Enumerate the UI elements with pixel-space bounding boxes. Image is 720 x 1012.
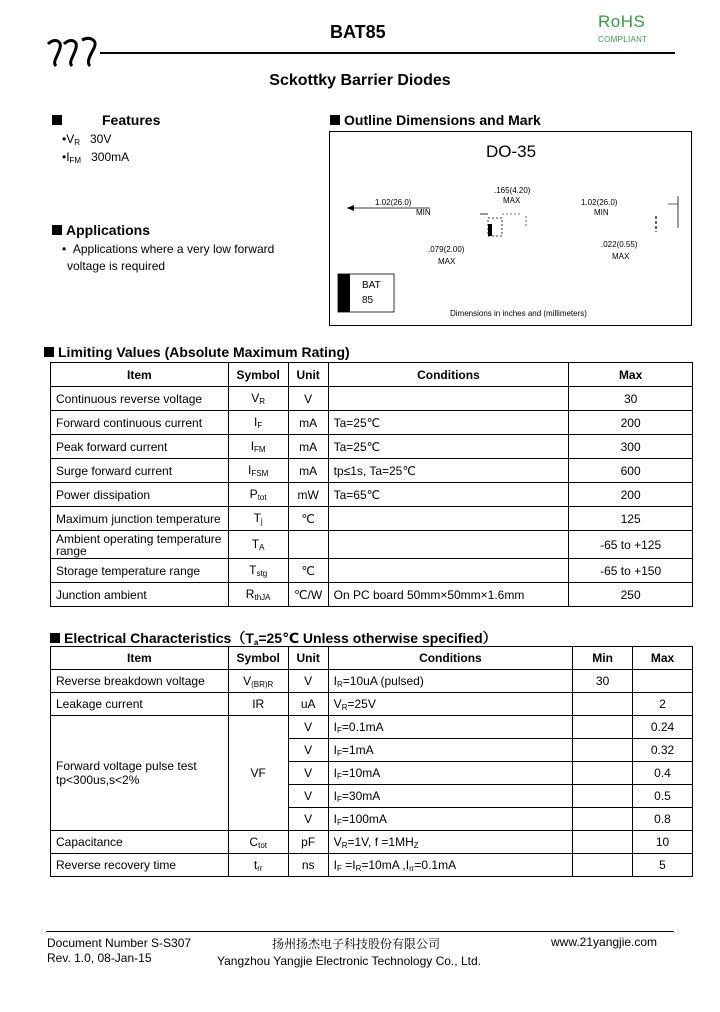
row-unit: V <box>288 739 328 762</box>
dim-body-length-max: MAX <box>503 196 521 205</box>
package-name: DO-35 <box>486 142 537 161</box>
package-outline-drawing <box>330 132 691 325</box>
row-unit: V <box>288 387 328 411</box>
dim-left-lead-min: MIN <box>416 208 431 217</box>
row-conditions <box>328 387 569 411</box>
row-item: Continuous reverse voltage <box>51 387 229 411</box>
part-number: BAT85 <box>330 22 386 42</box>
row-max: 250 <box>569 583 693 607</box>
row-min <box>573 808 633 831</box>
dim-body-diameter-max: MAX <box>438 257 456 266</box>
row-max: 30 <box>569 387 693 411</box>
table-row <box>51 716 693 739</box>
row-min <box>573 693 633 716</box>
row-unit: ℃/W <box>288 583 328 607</box>
dim-left-lead: 1.02(26.0) <box>375 198 412 207</box>
col-conditions: Conditions <box>328 363 569 387</box>
row-unit: mA <box>288 435 328 459</box>
row-symbol: $I_F$ <box>228 411 288 435</box>
company-name-en: Yangzhou Yangjie Electronic Technology Co., Ltd. <box>217 954 481 968</box>
row-item: Forward continuous current <box>51 411 229 435</box>
row-item: Maximum junction temperature <box>51 507 229 531</box>
table-row <box>51 583 693 607</box>
row-symbol: IR <box>228 693 288 716</box>
applications-heading: Applications <box>52 222 150 238</box>
outline-drawing-box <box>329 131 692 326</box>
row-item: Leakage current <box>51 693 229 716</box>
dim-right-lead-min: MIN <box>594 208 609 217</box>
row-max: 2 <box>633 693 693 716</box>
col-unit: Unit <box>288 647 328 670</box>
row-max: 0.8 <box>633 808 693 831</box>
row-max <box>633 670 693 693</box>
row-unit: ℃ <box>288 507 328 531</box>
row-max: -65 to +150 <box>569 559 693 583</box>
dim-right-lead: 1.02(26.0) <box>581 198 618 207</box>
row-symbol: $V_{(BR)R}$ <box>228 670 288 693</box>
document-number: Document Number S-S307 <box>47 936 192 950</box>
table-row <box>51 411 693 435</box>
row-max: 125 <box>569 507 693 531</box>
application-line-1: • Applications where a very low forward <box>62 242 275 256</box>
mark-line-2: 85 <box>362 295 374 306</box>
row-conditions: $I_F=100mA$ <box>328 808 572 831</box>
table-row <box>51 854 693 877</box>
bullet-square-icon <box>52 225 62 235</box>
mark-line-1: BAT <box>362 280 381 291</box>
bullet-square-icon <box>44 347 54 357</box>
row-max: 200 <box>569 483 693 507</box>
table-row <box>51 483 693 507</box>
table-row <box>51 670 693 693</box>
row-max: 600 <box>569 459 693 483</box>
row-conditions: $V_R=1V$, $f =1MH_Z$ <box>328 831 572 854</box>
row-conditions: $I_F=0.1mA$ <box>328 716 572 739</box>
row-symbol: $I_{FSM}$ <box>228 459 288 483</box>
col-conditions: Conditions <box>328 647 572 670</box>
row-item: Capacitance <box>51 831 229 854</box>
row-item: Surge forward current <box>51 459 229 483</box>
revision: Rev. 1.0, 08-Jan-15 <box>47 951 152 965</box>
row-unit: ns <box>288 854 328 877</box>
row-unit <box>288 531 328 559</box>
row-max: 0.5 <box>633 785 693 808</box>
row-conditions <box>328 559 569 583</box>
table-row <box>51 831 693 854</box>
row-item: Junction ambient <box>51 583 229 607</box>
rohs-compliant-label: COMPLIANT <box>598 35 648 44</box>
row-min: 30 <box>573 670 633 693</box>
row-unit: V <box>288 808 328 831</box>
row-min <box>573 739 633 762</box>
row-min <box>573 785 633 808</box>
dim-lead-diameter: .022(0.55) <box>601 240 638 249</box>
table-row <box>51 507 693 531</box>
row-unit: mA <box>288 411 328 435</box>
forward-voltage-symbol: VF <box>228 716 288 831</box>
table-row <box>51 387 693 411</box>
col-unit: Unit <box>288 363 328 387</box>
row-item: Peak forward current <box>51 435 229 459</box>
row-min <box>573 716 633 739</box>
table-row <box>51 559 693 583</box>
table-header-row <box>51 363 693 387</box>
company-name-cn: 扬州扬杰电子科技股份有限公司 <box>272 937 441 951</box>
row-unit: V <box>288 785 328 808</box>
row-symbol: $I_{FM}$ <box>228 435 288 459</box>
row-symbol: $T_{stg}$ <box>228 559 288 583</box>
row-max: 200 <box>569 411 693 435</box>
row-unit: V <box>288 716 328 739</box>
row-conditions: tp≤1s, Ta=25℃ <box>328 459 569 483</box>
company-logo <box>44 34 102 68</box>
row-max: 300 <box>569 435 693 459</box>
row-symbol: $T_j$ <box>228 507 288 531</box>
application-line-2: voltage is required <box>67 259 166 273</box>
row-symbol: $V_R$ <box>228 387 288 411</box>
row-symbol: $P_{tot}$ <box>228 483 288 507</box>
row-conditions <box>328 507 569 531</box>
row-symbol: $t_{rr}$ <box>228 854 288 877</box>
table-row <box>51 435 693 459</box>
table-header-row <box>51 647 693 670</box>
row-unit: V <box>288 670 328 693</box>
col-item: Item <box>51 363 229 387</box>
dim-lead-diameter-max: MAX <box>612 252 630 261</box>
row-min <box>573 831 633 854</box>
dim-body-length: .165(4.20) <box>494 186 531 195</box>
dim-body-diameter: .079(2.00) <box>428 245 465 254</box>
row-item: Power dissipation <box>51 483 229 507</box>
row-conditions: Ta=65℃ <box>328 483 569 507</box>
row-max: 10 <box>633 831 693 854</box>
row-item: Ambient operating temperature range <box>51 531 229 559</box>
bullet-square-icon <box>50 633 60 643</box>
row-unit: mW <box>288 483 328 507</box>
col-max: Max <box>569 363 693 387</box>
col-min: Min <box>573 647 633 670</box>
limiting-values-table <box>50 362 693 607</box>
forward-voltage-item: Forward voltage pulse test tp<300us,s<2% <box>51 716 229 831</box>
row-symbol: $T_A$ <box>228 531 288 559</box>
row-item: Reverse breakdown voltage <box>51 670 229 693</box>
row-conditions: $I_R=10uA$ (pulsed) <box>328 670 572 693</box>
footer-divider <box>46 931 674 932</box>
bullet-square-icon <box>330 115 340 125</box>
feature-ifm: $•I_{FM}$ 300mA <box>62 150 130 165</box>
row-conditions: Ta=25℃ <box>328 411 569 435</box>
bullet-square-icon <box>52 115 62 125</box>
row-conditions: $I_F=30mA$ <box>328 785 572 808</box>
row-max: 0.4 <box>633 762 693 785</box>
document-title: Sckottky Barrier Diodes <box>269 72 451 89</box>
row-conditions: Ta=25℃ <box>328 435 569 459</box>
col-max: Max <box>633 647 693 670</box>
row-conditions: $I_F=10mA$ <box>328 762 572 785</box>
rohs-mark: RoHS <box>598 12 646 31</box>
row-item: Reverse recovery time <box>51 854 229 877</box>
col-symbol: Symbol <box>228 363 288 387</box>
electrical-heading: Electrical $Characteristics(T_a=25℃$ Unless otherwise specified） <box>50 628 497 648</box>
row-unit: ℃ <box>288 559 328 583</box>
row-conditions: On PC board 50mm×50mm×1.6mm <box>328 583 569 607</box>
col-item: Item <box>51 647 229 670</box>
row-max: 5 <box>633 854 693 877</box>
row-unit: pF <box>288 831 328 854</box>
feature-vr: $•V_R$ 30V <box>62 132 112 147</box>
row-unit: uA <box>288 693 328 716</box>
table-row <box>51 531 693 559</box>
row-max: -65 to +125 <box>569 531 693 559</box>
features-heading: Features <box>52 112 160 128</box>
dimension-note: Dimensions in inches and (millimeters) <box>450 309 587 318</box>
row-conditions <box>328 531 569 559</box>
col-symbol: Symbol <box>228 647 288 670</box>
outline-heading: Outline Dimensions and Mark <box>330 112 541 128</box>
row-max: 0.32 <box>633 739 693 762</box>
limiting-values-heading: Limiting Values (Absolute Maximum Rating) <box>44 344 350 360</box>
website-link[interactable]: www.21yangjie.com <box>551 935 658 949</box>
row-unit: V <box>288 762 328 785</box>
row-max: 0.24 <box>633 716 693 739</box>
electrical-characteristics-table <box>50 646 693 877</box>
table-row <box>51 693 693 716</box>
header-divider <box>100 52 675 54</box>
row-conditions: $I_F =I_R=10mA$ $,I_{rr}=0.1mA$ <box>328 854 572 877</box>
row-conditions: $I_F=1mA$ <box>328 739 572 762</box>
row-unit: mA <box>288 459 328 483</box>
row-item: Storage temperature range <box>51 559 229 583</box>
table-row <box>51 459 693 483</box>
row-symbol: $R_{thJA}$ <box>228 583 288 607</box>
row-symbol: $C_{tot}$ <box>228 831 288 854</box>
row-conditions: $V_R=25V$ <box>328 693 572 716</box>
row-min <box>573 854 633 877</box>
row-min <box>573 762 633 785</box>
